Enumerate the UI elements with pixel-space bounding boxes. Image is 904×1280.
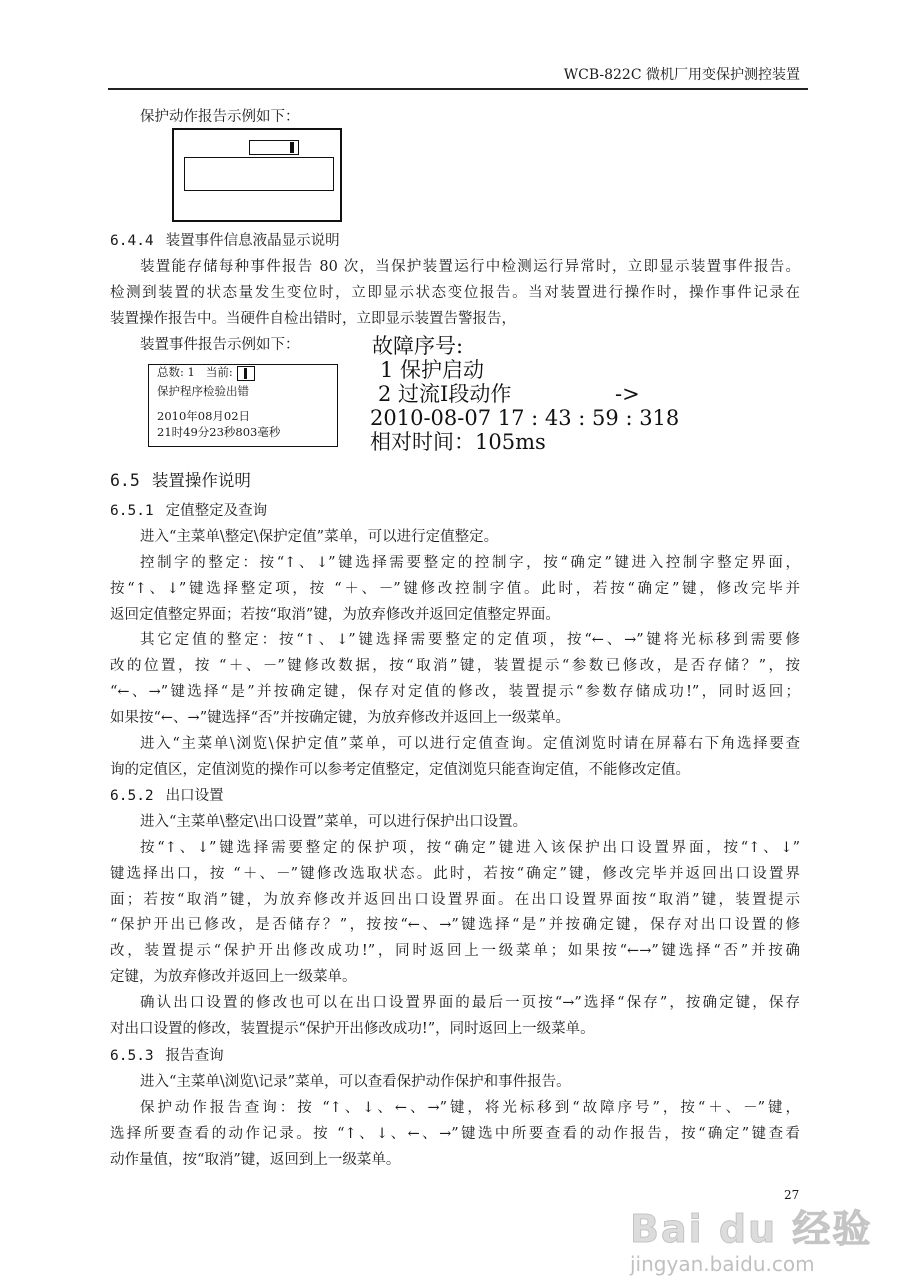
paragraph-line: 对出口设置的修改，装置提示“保护开出修改成功!”，同时返回上一级菜单。 [110,1021,595,1038]
fault-item-2: 2 过流I段动作 [378,382,512,406]
heading-number: 6.5.1 [110,503,154,519]
baidu-watermark [630,1208,872,1276]
watermark-url: jingyan.baidu.com [630,1252,815,1276]
paragraph-line: 装置能存储每种事件报告 80 次，当保护装置运行中检测运行异常时，立即显示装置事件报告。 [140,258,800,275]
heading-text: 定值整定及查询 [165,503,268,519]
paragraph-line: 装置操作报告中。当硬件自检出错时，立即显示装置告警报告， [110,310,516,327]
paragraph-line: 检测到装置的状态量发生变位时，立即显示状态变位报告。当对装置进行操作时，操作事件记录在 [110,284,800,301]
paragraph-line: 其它定值的整定：按“↑、↓”键选择需要整定的定值项，按“←、→”键将光标移到需要修 [140,632,800,649]
paragraph-line: 改，装置提示“保护开出修改成功!”，同时返回上一级菜单；如果按“←→”键选择“否”并按确 [110,943,800,960]
section-heading [110,499,800,525]
lcd-current: 当前: [205,365,233,379]
event-report-lcd-example [148,364,338,447]
watermark-logo: Bai du 经验 [630,1207,873,1251]
lcd-message: 保护程序检验出错 [157,383,249,398]
paragraph-line: 进入“主菜单\浏览\记录”菜单，可以查看保护动作保护和事件报告。 [140,1073,571,1090]
paragraph-line: 进入“主菜单\浏览\保护定值”菜单，可以进行定值查询。定值浏览时请在屏幕右下角选择要查 [140,736,800,753]
paragraph-line: 装置事件报告示例如下： [140,336,300,353]
next-arrow: -> [615,382,640,406]
fault-item-1: 1 保护启动 [380,358,485,382]
page-number: 27 [784,1188,800,1202]
header-rule [108,88,808,90]
lcd-content-area [184,157,334,191]
paragraph-line: 确认出口设置的修改也可以在出口设置界面的最后一页按“→”选择“保存”，按确定键，保存 [140,995,800,1012]
paragraph-line: 定键，为放弃修改并返回上一级菜单。 [110,969,357,986]
section-heading [110,468,800,494]
paragraph-line: 进入“主菜单\整定\出口设置”菜单，可以进行保护出口设置。 [140,813,528,830]
paragraph-line: “←、→”键选择“是”并按确定键，保存对定值的修改，装置提示“参数存储成功!”，同时返回； [110,684,800,701]
fault-seq-label: 故障序号: [372,334,464,358]
paragraph-line: “保护开出已修改，是否储存？”，按按“←、→”键选择“是”并按确定键，保存对出口设置的修 [110,917,800,934]
lcd-index-box [249,140,299,155]
heading-number: 6.5.2 [110,788,154,804]
paragraph-line: 按“↑、↓”键选择需要整定的保护项，按“确定”键进入该保护出口设置界面，按“↑、↓” [140,839,800,856]
lcd-time: 21时49分23秒803毫秒 [157,424,281,439]
section-6-5-3 [110,1044,800,1173]
paragraph-line: 如果按“←、→”键选择“否”并按确定键，为放弃修改并返回上一级菜单。 [110,710,570,727]
heading-number: 6.4.4 [110,233,154,249]
paragraph-line: 保护动作报告查询：按 “↑、↓、←、→”键，将光标移到“故障序号”，按“＋、－”键， [140,1099,800,1116]
paragraph-line: 询的定值区，定值浏览的操作可以参考定值整定，定值浏览只能查询定值，不能修改定值。 [110,761,690,778]
paragraph-line: 选择所要查看的动作记录。按 “↑、↓、←、→”键选中所要查看的动作报告，按“确定”键查看 [110,1125,800,1142]
lcd-cursor-box [237,366,255,381]
section-6-5-2 [110,784,800,1043]
fault-timestamp: 2010-08-07 17 : 43 : 59 : 318 [370,406,680,430]
intro-label-block [110,105,800,131]
paragraph-line: 进入“主菜单\整定\保护定值”菜单，可以进行定值整定。 [140,528,499,545]
heading-text: 报告查询 [165,1048,224,1064]
running-header: WCB-822C 微机厂用变保护测控装置 [563,67,800,83]
intro-label: 保护动作报告示例如下： [140,109,300,125]
section-heading [110,784,800,810]
heading-number: 6.5 [110,471,140,490]
paragraph-line: 面；若按“取消”键，为放弃修改并返回出口设置界面。在出口设置界面按“取消”键，装置提示 [110,891,800,908]
lcd-count-row [149,365,337,381]
section-6-5 [110,468,800,494]
lcd-date: 2010年08月02日 [157,409,251,423]
paragraph-line: 键选择出口，按 “＋、－”键修改选取状态。此时，若按“确定”键，修改完毕并返回出口设置界 [110,865,800,882]
section-heading [110,229,800,255]
heading-text: 装置操作说明 [151,471,251,490]
section-6-5-1 [110,499,800,784]
section-heading [110,1044,800,1070]
paragraph-line: 控制字的整定：按“↑、↓”键选择需要整定的控制字，按“确定”键进入控制字整定界面， [140,554,800,571]
heading-text: 装置事件信息液晶显示说明 [165,233,340,249]
lcd-total: 总数: 1 [157,365,195,379]
paragraph-line: 改的位置，按 “＋、－”键修改数据，按“取消”键，装置提示“参数已修改，是否存储？”，按 [110,658,800,675]
paragraph-line: 按“↑、↓”键选择整定项，按 “＋、－”键修改控制字值。此时，若按“确定”键，修改完毕并 [110,580,800,597]
paragraph-line: 动作量值，按“取消”键，返回到上一级菜单。 [110,1151,401,1168]
paragraph-line: 返回定值整定界面；若按“取消”键，为放弃修改并返回定值整定界面。 [110,606,560,623]
heading-text: 出口设置 [165,788,224,804]
heading-number: 6.5.3 [110,1048,154,1064]
fault-relative-time: 相对时间：105ms [370,430,546,454]
lcd-cursor [290,142,294,153]
protection-report-lcd-example [172,128,342,222]
